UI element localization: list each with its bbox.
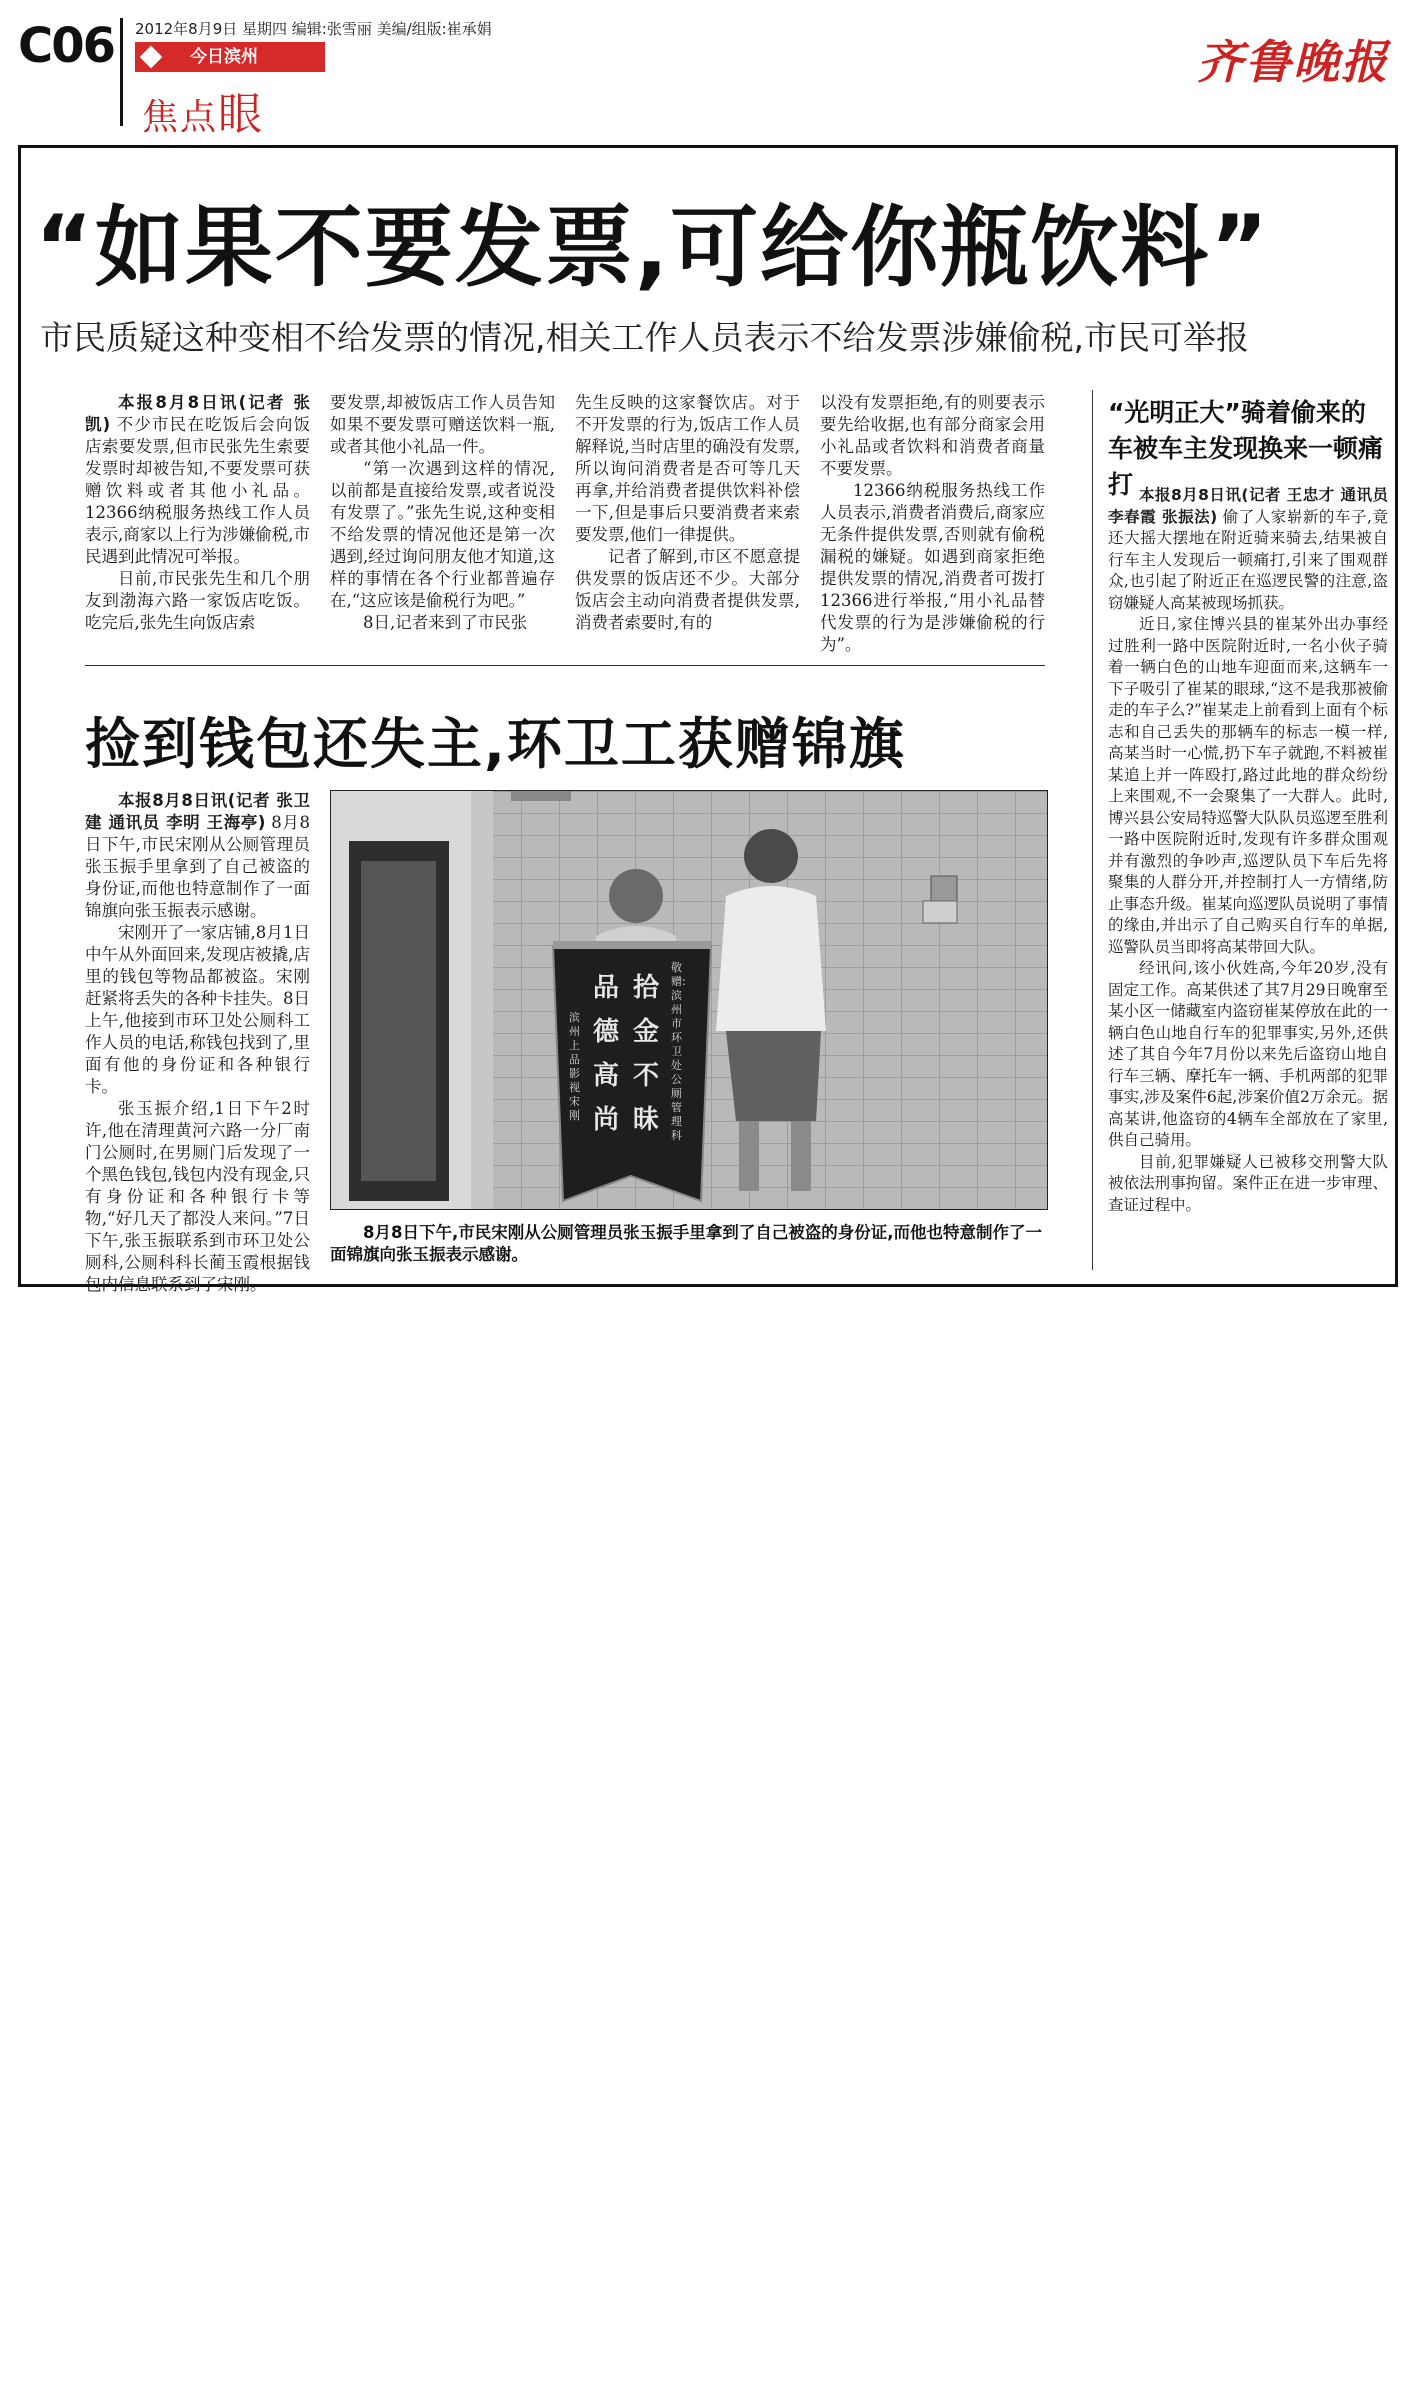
story1-column-1 xyxy=(85,392,310,634)
news-photo xyxy=(330,790,1048,1210)
banner-text-main-2: 品德高尚 xyxy=(593,973,620,1135)
story1-col3-p1: 先生反映的这家餐饮店。对于不开发票的行为,饭店工作人员解释说,当时店里的确没有发票,所以询问消费者是否可等几天再拿,并给消费者提供饮料补偿一下,但是事后只要消费者来索要发票,他们一律提供。 xyxy=(575,393,800,544)
story3-p2: 近日,家住博兴县的崔某外出办事经过胜利一路中医院附近时,一名小伙子骑着一辆白色的山地车迎面而来,这辆车一下子吸引了崔某的眼球,“这不是我那被偷走的车子么?”崔某走上前看到上面有个标志和自己丢失的那辆车的标志一模一样,高某当时一心慌,扔下车子就跑,不料被崔某追上并一阵殴打,路过此地的群众纷纷上来围观,不一会聚集了一大群人。此时,博兴县公安局特巡警大队队员巡逻至胜利一路中医院附近时,发现有许多群众围观并有激烈的争吵声,巡逻队员下车后先将聚集的人群分开,并控制打人一方情绪,防止事态升级。崔某向巡逻队员说明了事情的缘由,并出示了自己购买自行车的单据,巡警队员当即将高某带回大队。 xyxy=(1108,615,1388,956)
photo-illustration xyxy=(331,791,1048,1210)
story1-lead: 本报8月8日讯(记者 张凯) xyxy=(85,393,310,434)
story2-p2: 宋刚开了一家店铺,8月1日中午从外面回来,发现店被撬,店里的钱包等物品都被盗。宋刚赶紧将丢失的各种卡挂失。8日上午,他接到市环卫处公厕科工作人员的电话,称钱包找到了,里面有他的身份证和各种银行卡。 xyxy=(85,923,310,1096)
story1-headline: “如果不要发票,可给你瓶饮料” xyxy=(35,196,1271,299)
story3-column xyxy=(1108,485,1388,1216)
column-divider xyxy=(1092,390,1093,1270)
column-name-b: 眼 xyxy=(218,89,265,140)
story1-col3-p2: 记者了解到,市区不愿意提供发票的饭店还不少。大部分饭店会主动向消费者提供发票,消费者索要时,有的 xyxy=(575,547,800,632)
banner-text-donor: 滨州上品影视 宋刚 xyxy=(569,1011,580,1122)
story1-column-4 xyxy=(820,392,1045,656)
banner-text-main-1: 拾金不昧 xyxy=(633,973,660,1135)
story2-lead: 本报8月8日讯(记者 张卫建 通讯员 李明 王海亭) xyxy=(85,791,310,832)
story3-lead: 本报8月8日讯(记者 王忠才 通讯员 李春霞 张振法) xyxy=(1108,486,1388,526)
story2-p3: 张玉振介绍,1日下午2时许,他在清理黄河六路一分厂南门公厕时,在男厕门后发现了一个黑色钱包,钱包内没有现金,只有身份证和各种银行卡等物,“好几天了都没人来问。”7日下午,张玉振联系到市环卫处公厕科,公厕科科长蔺玉霞根据钱包内信息联系到了宋刚。 xyxy=(85,1099,310,1294)
story1-subhead: 市民质疑这种变相不给发票的情况,相关工作人员表示不给发票涉嫌偷税,市民可举报 xyxy=(40,318,1249,357)
banner-text-recipient: 敬赠:滨州市环卫处公厕管理科 xyxy=(671,961,686,1142)
story3-p3: 经讯问,该小伙姓高,今年20岁,没有固定工作。高某供述了其7月29日晚窜至某小区一储藏室内盗窃崔某停放在此的一辆白色山地自行车的犯罪事实,另外,还供述了其自今年7月份以来先后盗窃山地自行车三辆、摩托车一辆、手机两部的犯罪事实,涉及案件6起,涉案价值2万余元。据高某讲,他盗窃的4辆车全部放在了家里,供自己骑用。 xyxy=(1108,959,1388,1149)
story1-col2-p2: “第一次遇到这样的情况,以前都是直接给发票,或者说没有发票了。”张先生说,这种变相不给发票的情况他还是第一次遇到,经过询问朋友他才知道,这样的事情在各个行业都普遍存在,“这应该是偷税行为吧。” xyxy=(330,459,555,610)
story1-col4-p1: 以没有发票拒绝,有的则要表示要先给收据,也有部分商家会用小礼品或者饮料和消费者商量不要发票。 xyxy=(820,393,1045,478)
story2-headline: 捡到钱包还失主,环卫工获赠锦旗 xyxy=(85,712,906,776)
story1-col1-p1: 不少市民在吃饭后会向饭店索要发票,但市民张先生索要发票时却被告知,不要发票可获赠饮料或者其他小礼品。12366纳税服务热线工作人员表示,商家以上行为涉嫌偷税,市民遇到此情况可举报。 xyxy=(85,415,311,566)
story-divider xyxy=(85,665,1045,666)
photo-caption: 8月8日下午,市民宋刚从公厕管理员张玉振手里拿到了自己被盗的身份证,而他也特意制作了一面锦旗向张玉振表示感谢。 xyxy=(330,1223,1042,1264)
story3-p1: 偷了人家崭新的车子,竟还大摇大摆地在附近骑来骑去,结果被自行车主人发现后一顿痛打,引来了围观群众,也引起了附近正在巡逻民警的注意,盗窃嫌疑人高某被现场抓获。 xyxy=(1108,507,1388,612)
column-name-a: 焦点 xyxy=(142,97,219,138)
page-number: C06 xyxy=(18,18,115,74)
date-editor-line: 2012年8月9日 星期四 编辑:张雪丽 美编/组版:崔承娟 xyxy=(135,20,492,38)
masthead-divider xyxy=(120,18,123,126)
story3-p4: 目前,犯罪嫌疑人已被移交刑警大队被依法刑事拘留。案件正在进一步审理、查证过程中。 xyxy=(1108,1152,1388,1214)
story1-column-2 xyxy=(330,392,555,634)
story1-col1-p2: 日前,市民张先生和几个朋友到渤海六路一家饭店吃饭。吃完后,张先生向饭店索 xyxy=(85,569,310,632)
story1-col2-p3: 8日,记者来到了市民张 xyxy=(363,613,528,632)
section-tab: 今日滨州 xyxy=(135,42,325,72)
column-name xyxy=(142,78,264,142)
story3-headline: “光明正大”骑着偷来的车被车主发现换来一顿痛打 xyxy=(1108,398,1384,499)
story2-column xyxy=(85,790,310,1296)
story2-p1: 8月8日下午,市民宋刚从公厕管理员张玉振手里拿到了自己被盗的身份证,而他也特意制作了一面锦旗向张玉振表示感谢。 xyxy=(85,813,310,920)
newspaper-brand: 齐鲁晚报 xyxy=(1197,35,1389,89)
story1-column-3 xyxy=(575,392,800,634)
story1-col2-p1: 要发票,却被饭店工作人员告知如果不要发票可赠送饮料一瓶,或者其他小礼品一件。 xyxy=(330,393,555,456)
story1-col4-p2: 12366纳税服务热线工作人员表示,消费者消费后,商家应无条件提供发票,否则就有偷税漏税的嫌疑。如遇到商家拒绝提供发票的情况,消费者可拨打12366进行举报,“用小礼品替代发票的行为是涉嫌偷税的行为”。 xyxy=(820,481,1045,654)
